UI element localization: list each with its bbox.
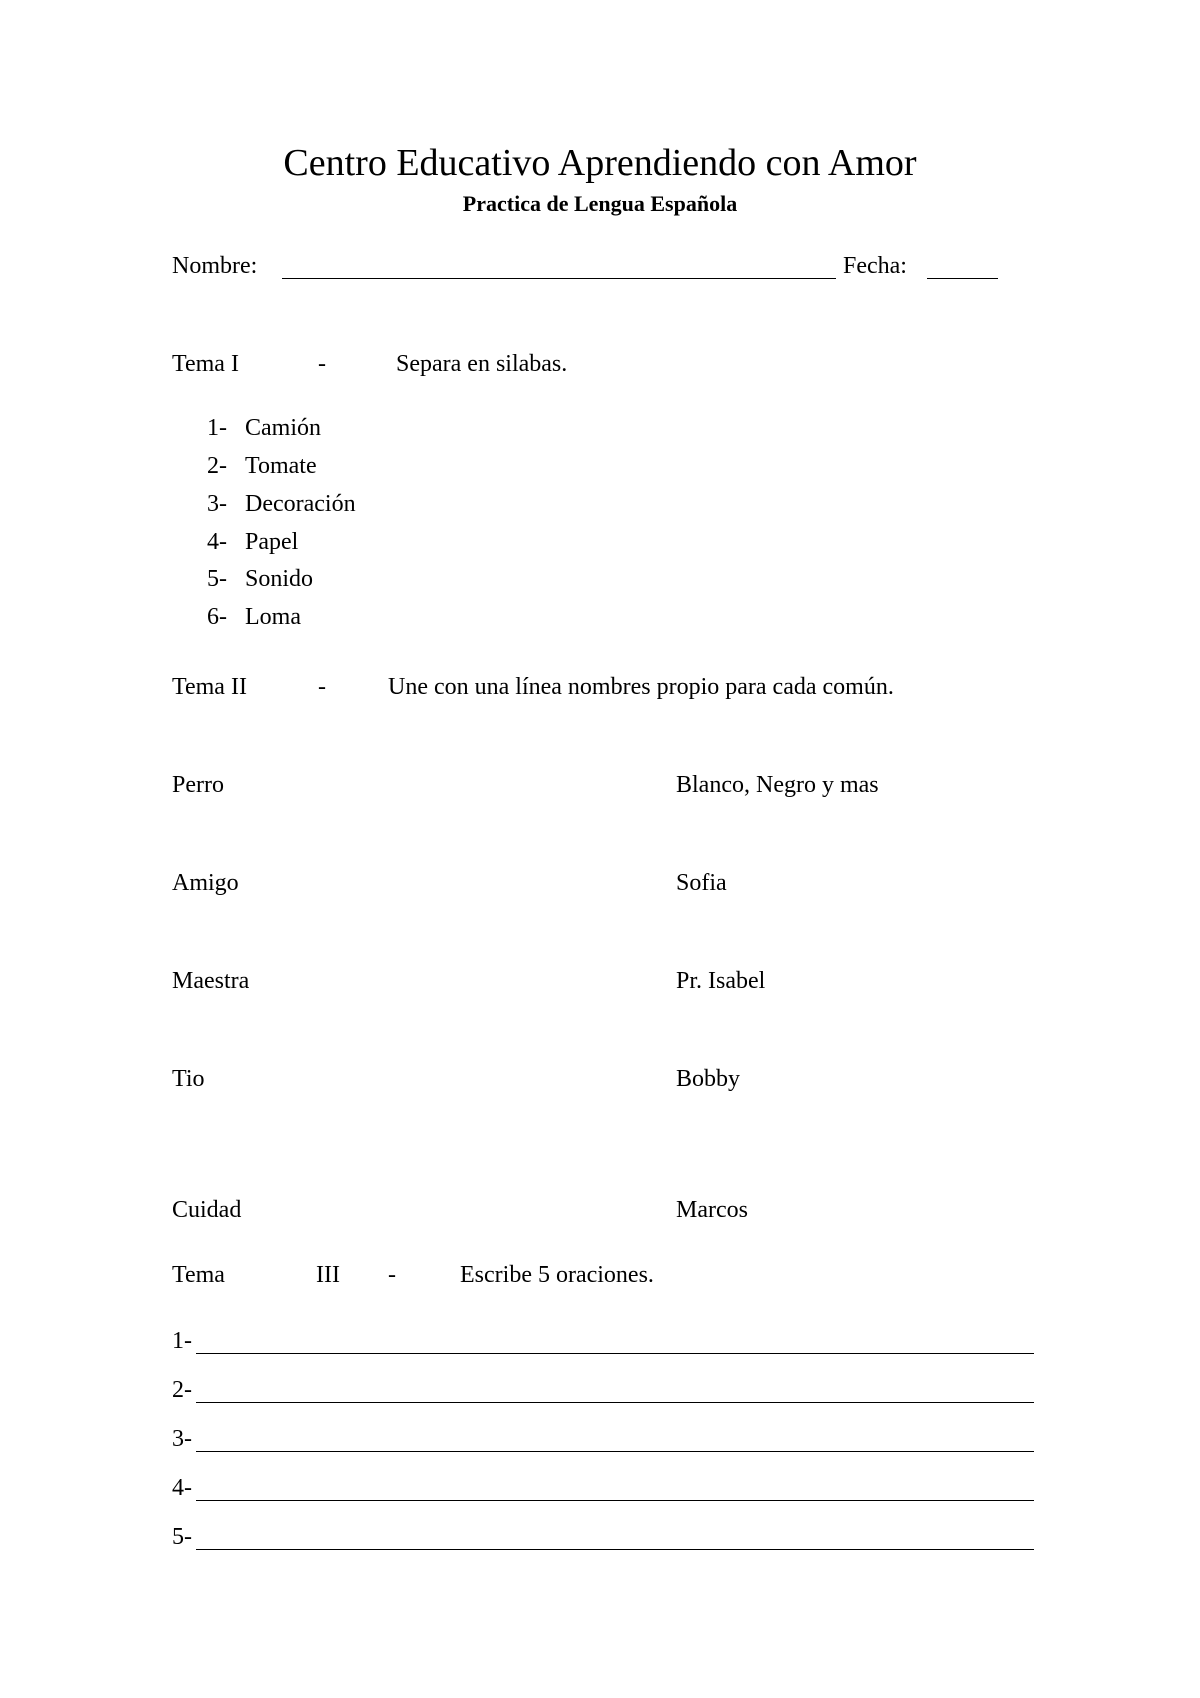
common-noun: Cuidad: [172, 1197, 242, 1223]
item-word: Sonido: [245, 566, 314, 592]
common-noun: Tio: [172, 1066, 205, 1092]
item-number: 5-: [207, 566, 227, 592]
sentence-number: 1-: [172, 1328, 192, 1354]
sentence-line[interactable]: [196, 1353, 1034, 1354]
proper-noun: Pr. Isabel: [676, 968, 766, 994]
item-number: 3-: [207, 491, 227, 517]
list-item: [207, 413, 321, 443]
proper-noun: Sofia: [676, 870, 727, 896]
name-field[interactable]: [282, 278, 836, 279]
tema1-instruction: Separa en silabas.: [396, 351, 568, 377]
tema3-dash: -: [388, 1262, 396, 1288]
item-word: Papel: [245, 529, 299, 555]
sentence-number: 3-: [172, 1426, 192, 1452]
tema1-label: Tema I: [172, 351, 239, 377]
list-item: [207, 564, 313, 594]
proper-noun: Bobby: [676, 1066, 741, 1092]
sentence-line[interactable]: [196, 1451, 1034, 1452]
proper-noun: Blanco, Negro y mas: [676, 772, 879, 798]
list-item: [207, 451, 317, 481]
item-word: Decoración: [245, 491, 356, 517]
sentence-line[interactable]: [196, 1500, 1034, 1501]
common-noun: Amigo: [172, 870, 239, 896]
sentence-number: 2-: [172, 1377, 192, 1403]
item-word: Camión: [245, 415, 321, 441]
list-item: [207, 602, 301, 632]
sentence-line[interactable]: [196, 1549, 1034, 1550]
page-subtitle: Practica de Lengua Española: [462, 191, 738, 216]
item-number: 2-: [207, 453, 227, 479]
tema3-label: Tema: [172, 1262, 225, 1288]
sentence-line[interactable]: [196, 1402, 1034, 1403]
name-label: Nombre:: [172, 253, 258, 279]
date-label: Fecha:: [843, 253, 907, 279]
item-word: Loma: [245, 604, 301, 630]
tema2-label: Tema II: [172, 674, 247, 700]
common-noun: Perro: [172, 772, 224, 798]
list-item: [207, 527, 298, 557]
item-number: 1-: [207, 415, 227, 441]
item-number: 6-: [207, 604, 227, 630]
sentence-number: 5-: [172, 1524, 192, 1550]
tema1-dash: -: [318, 351, 326, 377]
tema2-dash: -: [318, 674, 326, 700]
page-title: Centro Educativo Aprendiendo con Amor: [283, 142, 917, 184]
list-item: [207, 489, 356, 519]
sentence-number: 4-: [172, 1475, 192, 1501]
item-word: Tomate: [245, 453, 317, 479]
common-noun: Maestra: [172, 968, 250, 994]
item-number: 4-: [207, 529, 227, 555]
proper-noun: Marcos: [676, 1197, 748, 1223]
tema3-instruction: Escribe 5 oraciones.: [460, 1262, 654, 1288]
tema3-roman: III: [316, 1262, 340, 1288]
date-field[interactable]: [927, 278, 998, 279]
tema2-instruction: Une con una línea nombres propio para cada común.: [388, 674, 894, 700]
